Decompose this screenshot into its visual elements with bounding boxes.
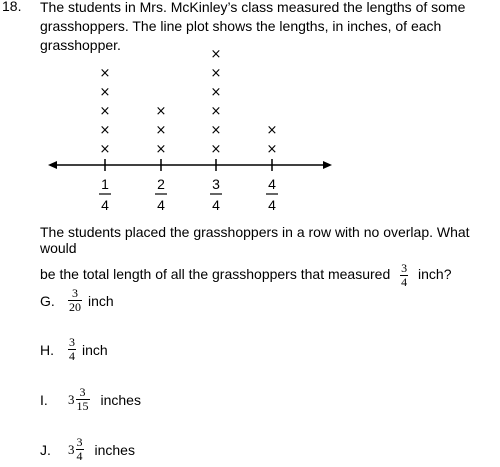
prompt-line-2-pre: be the total length of all the grasshoppers that measured — [40, 266, 391, 283]
choice-fraction-den: 15 — [76, 399, 89, 413]
tick-label-numerator: 2 — [157, 176, 165, 192]
question-prompt — [40, 224, 498, 289]
prompt-line-2-post: inch? — [418, 266, 452, 283]
data-point-x: × — [210, 85, 222, 100]
data-point-x: × — [99, 85, 111, 100]
tick-label-denominator: 4 — [157, 197, 165, 213]
choice-letter: H. — [40, 341, 54, 358]
choice-whole: 3 — [68, 391, 75, 407]
data-point-x: × — [99, 104, 111, 119]
data-point-x: × — [155, 123, 167, 138]
choice-unit: inches — [100, 391, 141, 408]
choice-fraction-num: 3 — [76, 435, 83, 449]
choice-fraction-num: 3 — [68, 287, 82, 301]
choice-fraction-den: 4 — [69, 349, 75, 363]
data-point-x: × — [210, 66, 222, 81]
data-point-x: × — [99, 142, 111, 157]
tick-label-numerator: 3 — [212, 176, 220, 192]
tick-label-denominator: 4 — [212, 197, 220, 213]
choice-mixed-number — [68, 386, 96, 413]
data-point-x: × — [210, 142, 222, 157]
question-stem: The students in Mrs. McKinley’s class measured the lengths of some grasshoppers. The line plot shows the lengths, in inches, of each grasshopper. — [40, 0, 466, 53]
choice-letter: I. — [40, 391, 48, 408]
choice-whole: 3 — [68, 441, 75, 457]
line-plot — [0, 47, 500, 220]
prompt-fraction-den: 4 — [401, 275, 408, 289]
prompt-fraction-num: 3 — [401, 261, 408, 275]
arrow-right-icon — [323, 161, 332, 169]
tick-label-numerator: 1 — [101, 176, 109, 192]
choice-letter: G. — [40, 292, 55, 309]
question-number: 18. — [2, 0, 22, 14]
choice-mixed-number — [68, 436, 90, 463]
choice-fraction-num: 3 — [69, 335, 75, 349]
choice-unit: inch — [88, 292, 114, 309]
tick-label-denominator: 4 — [268, 197, 276, 213]
choice-unit: inches — [94, 441, 135, 458]
choice-fraction-den: 4 — [76, 449, 83, 463]
data-point-x: × — [99, 123, 111, 138]
prompt-line-2 — [40, 262, 498, 289]
data-point-x: × — [210, 123, 222, 138]
tick-label-numerator: 4 — [268, 176, 276, 192]
choice-fraction-num: 3 — [76, 386, 90, 400]
data-point-x: × — [99, 66, 111, 81]
data-point-x: × — [155, 104, 167, 119]
choice-fraction — [68, 287, 82, 314]
data-point-x: × — [210, 104, 222, 119]
data-point-x: × — [210, 47, 222, 62]
data-point-x: × — [155, 142, 167, 157]
data-point-x: × — [266, 123, 278, 138]
choice-i[interactable] — [40, 386, 141, 413]
prompt-line-1: The students placed the grasshoppers in a row with no overlap. What would — [40, 224, 470, 256]
arrow-left-icon — [48, 161, 57, 169]
choice-fraction-den: 20 — [69, 300, 81, 314]
prompt-fraction — [400, 262, 408, 289]
choice-unit: inch — [82, 341, 108, 358]
data-point-x: × — [266, 142, 278, 157]
choice-fraction — [76, 386, 90, 413]
choice-j[interactable] — [40, 436, 135, 463]
choice-fraction — [68, 336, 76, 363]
tick-label-denominator: 4 — [101, 197, 109, 213]
choice-g[interactable] — [40, 287, 114, 314]
choice-h[interactable] — [40, 336, 108, 363]
choice-letter: J. — [40, 441, 51, 458]
choice-fraction — [76, 436, 84, 463]
